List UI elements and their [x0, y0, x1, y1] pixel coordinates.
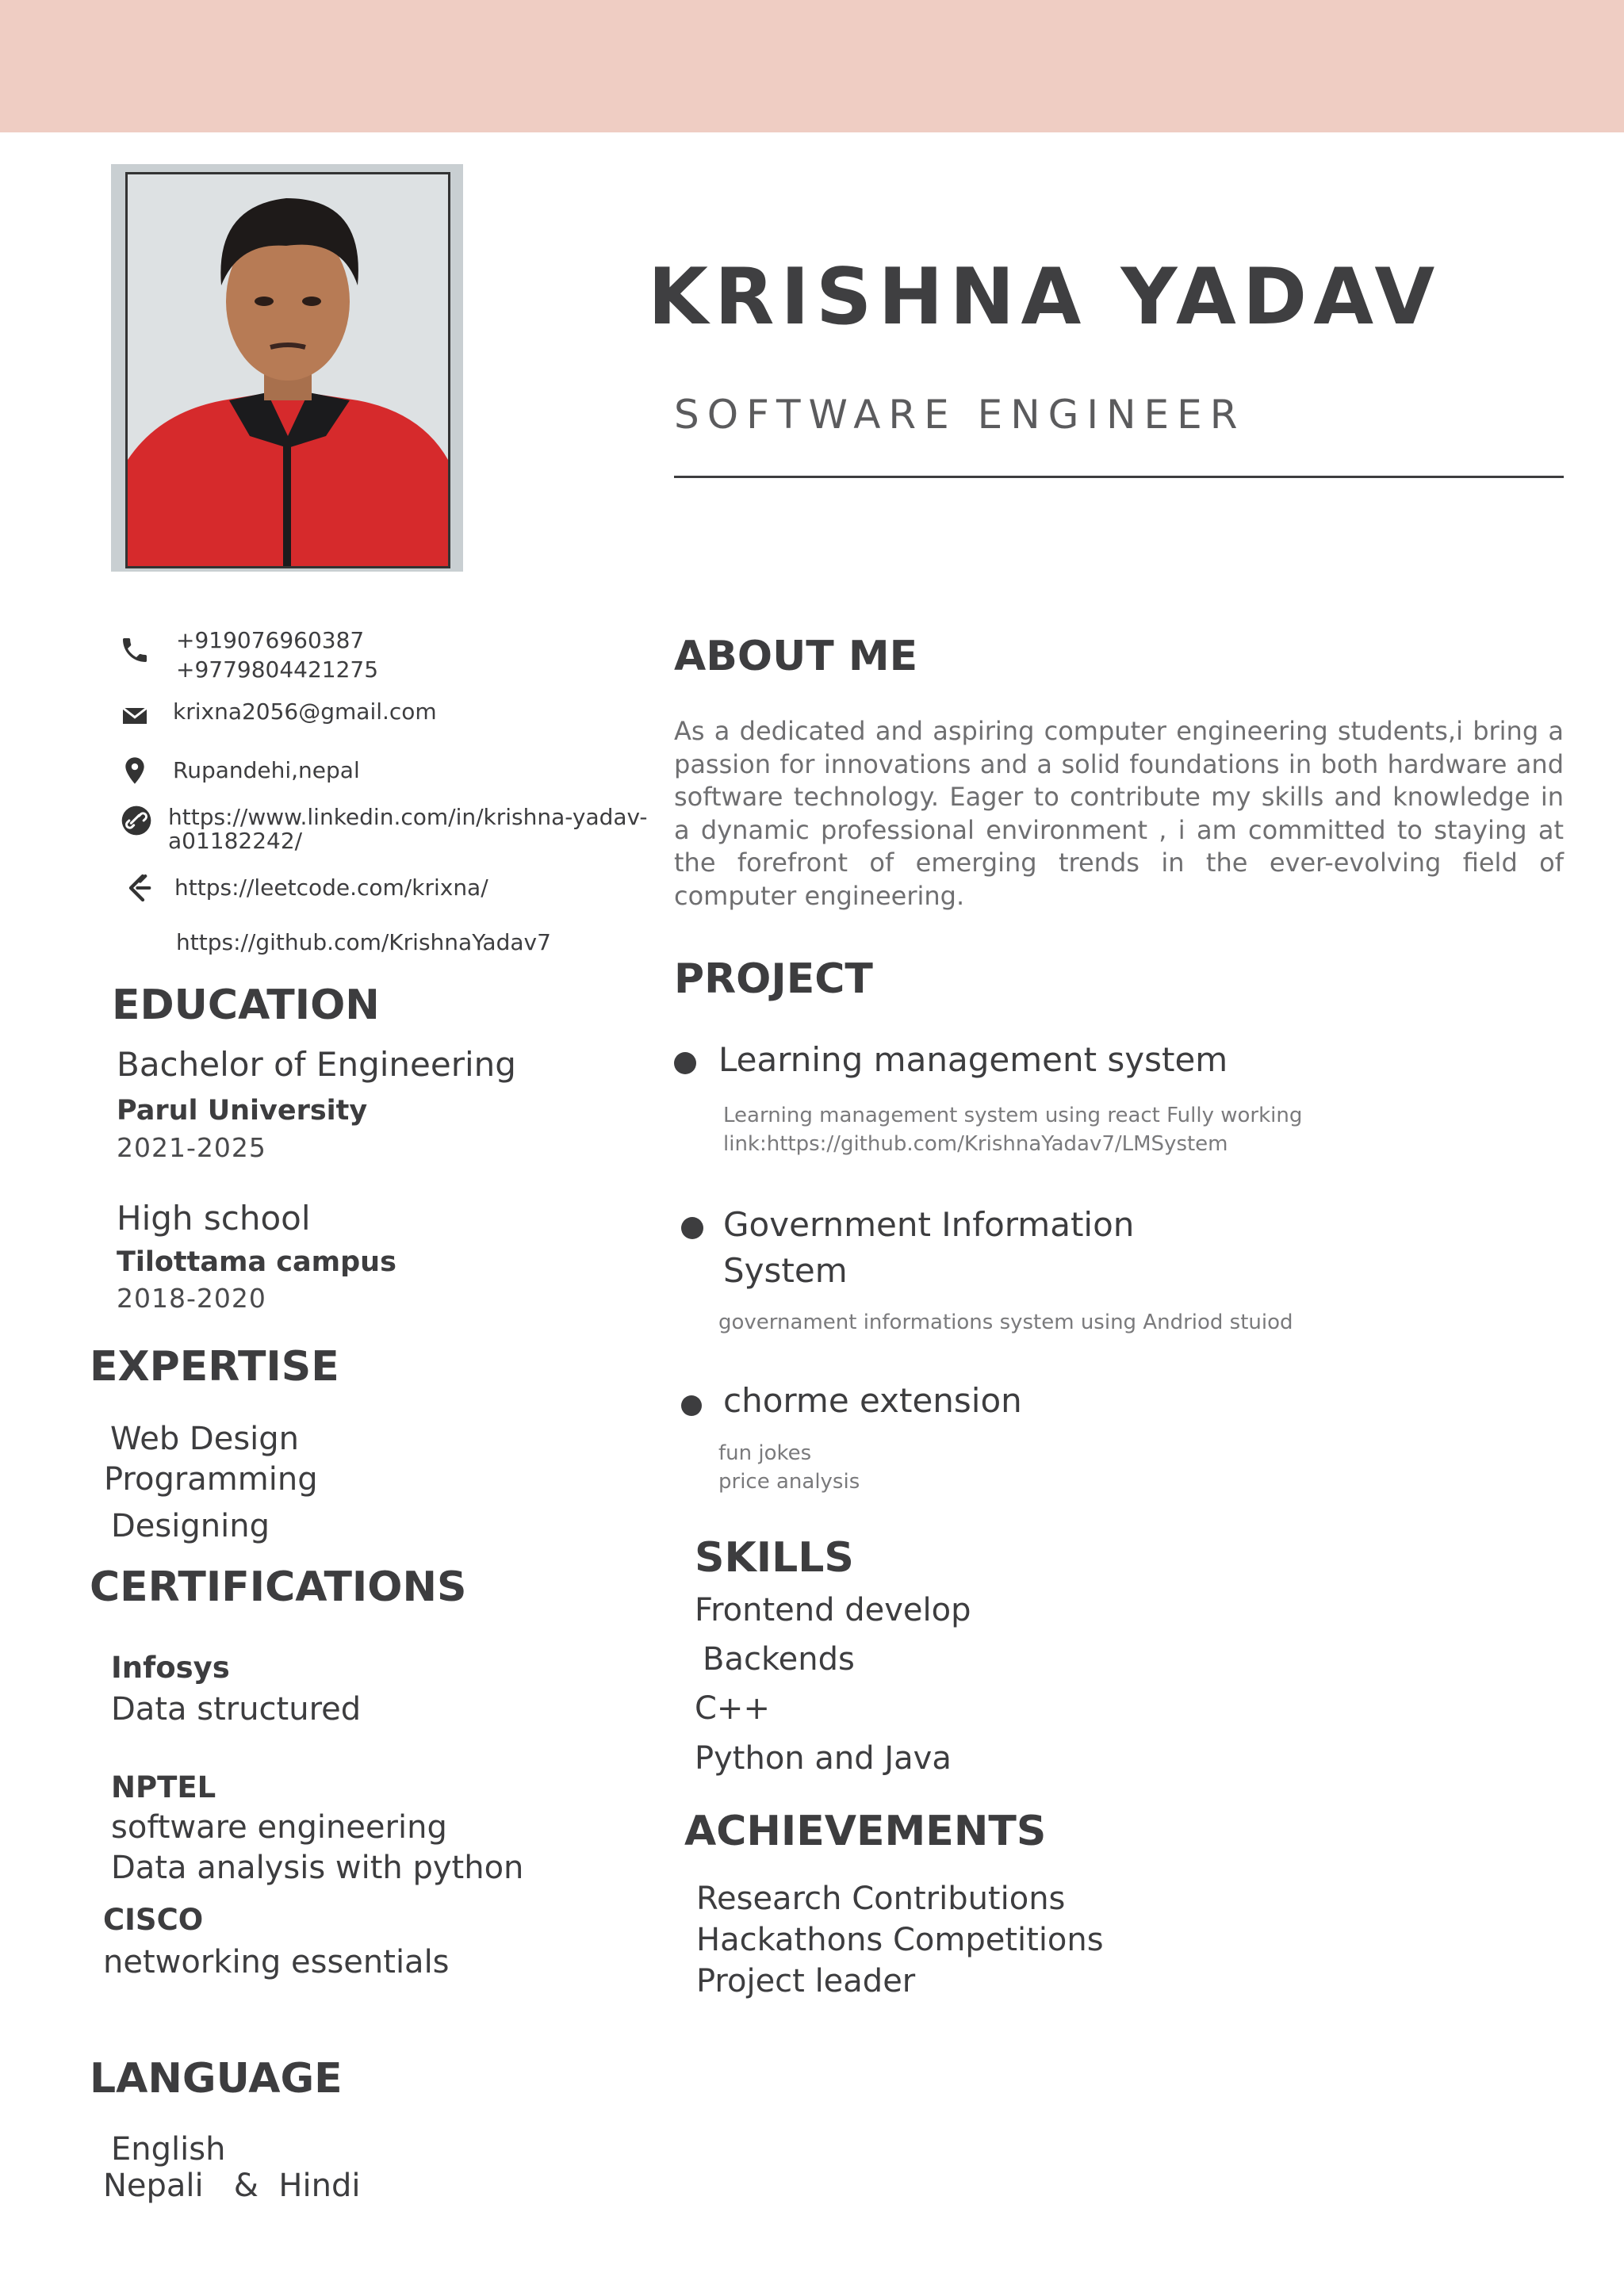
language-heading: LANGUAGE	[90, 2055, 343, 2103]
project-description: link:https://github.com/KrishnaYadav7/LMSystem	[723, 1132, 1228, 1156]
github-link[interactable]: https://github.com/KrishnaYadav7	[176, 929, 551, 955]
phone-primary: +919076960387	[176, 627, 365, 653]
profile-photo	[111, 164, 463, 572]
project-description: fun jokes	[718, 1441, 812, 1465]
linkedin-url-line1: https://www.linkedin.com/in/krishna-yadav-	[168, 804, 648, 830]
leetcode-link[interactable]: https://leetcode.com/krixna/	[174, 874, 488, 901]
education-heading: EDUCATION	[112, 982, 380, 1029]
achievement-item: Research Contributions	[696, 1881, 1066, 1917]
project-description: governament informations system using Andriod stuiod	[718, 1311, 1293, 1334]
achievement-item: Project leader	[696, 1963, 916, 1999]
phone-secondary: +9779804421275	[176, 656, 379, 683]
project-title: chorme extension	[723, 1381, 1022, 1420]
education-years: 2018-2020	[117, 1283, 266, 1314]
skill-item: Python and Java	[695, 1740, 952, 1777]
expertise-item: Designing	[111, 1508, 270, 1544]
email-link[interactable]: krixna2056@gmail.com	[173, 698, 437, 725]
project-title: Learning management system	[718, 1040, 1228, 1079]
cert-issuer: NPTEL	[111, 1770, 216, 1804]
header-band	[0, 0, 1624, 132]
cert-issuer: CISCO	[103, 1903, 204, 1937]
cert-issuer: Infosys	[111, 1651, 230, 1685]
skill-item: Frontend develop	[695, 1592, 971, 1628]
mail-icon	[119, 700, 151, 732]
education-degree: High school	[117, 1199, 311, 1238]
about-paragraph: As a dedicated and aspiring computer engineering students,i bring a passion for innovations and a solid foundations in both hardware and software technology. Eager to contribute my skills and knowledge in a dynamic professional environment , i am committed to staying at the forefront of emerging trends in the ever-evolving field of computer engineering.	[674, 716, 1564, 911]
expertise-item: Programming	[104, 1461, 318, 1498]
expertise-heading: EXPERTISE	[90, 1343, 339, 1391]
bullet-icon	[674, 1052, 696, 1074]
project-description: Learning management system using react Fully working	[723, 1104, 1303, 1127]
cert-course: networking essentials	[103, 1944, 450, 1980]
title-divider	[674, 476, 1564, 478]
language-line: Nepali & Hindi	[103, 2168, 361, 2204]
project-title: Government Information	[723, 1205, 1135, 1244]
project-title: System	[723, 1251, 848, 1290]
link-icon	[121, 805, 152, 836]
cert-course: software engineering	[111, 1809, 447, 1846]
leetcode-icon	[123, 872, 155, 904]
skills-heading: SKILLS	[695, 1534, 854, 1582]
project-description: price analysis	[718, 1470, 860, 1494]
linkedin-url-line2: a01182242/	[168, 828, 303, 854]
achievements-heading: ACHIEVEMENTS	[684, 1808, 1047, 1855]
education-years: 2021-2025	[117, 1132, 266, 1163]
location-pin-icon	[119, 755, 151, 786]
avatar	[125, 172, 450, 568]
job-title: SOFTWARE ENGINEER	[674, 392, 1246, 438]
cert-course: Data analysis with python	[111, 1850, 524, 1886]
certifications-heading: CERTIFICATIONS	[90, 1563, 467, 1611]
bullet-icon	[681, 1395, 702, 1416]
phone-icon	[119, 634, 151, 666]
about-heading: ABOUT ME	[674, 633, 918, 680]
skill-item: C++	[695, 1690, 770, 1727]
location-text: Rupandehi,nepal	[173, 757, 360, 783]
candidate-name: KRISHNA YADAV	[648, 252, 1442, 342]
linkedin-link[interactable]	[168, 806, 647, 853]
education-institution: Parul University	[117, 1095, 368, 1127]
project-heading: PROJECT	[674, 955, 873, 1003]
expertise-item: Web Design	[110, 1421, 300, 1457]
bullet-icon	[681, 1217, 703, 1239]
skill-item: Backends	[703, 1641, 855, 1678]
language-line: English	[111, 2131, 226, 2168]
achievement-item: Hackathons Competitions	[696, 1922, 1104, 1958]
cert-course: Data structured	[111, 1691, 362, 1728]
education-degree: Bachelor of Engineering	[117, 1045, 516, 1084]
education-institution: Tilottama campus	[117, 1246, 396, 1278]
